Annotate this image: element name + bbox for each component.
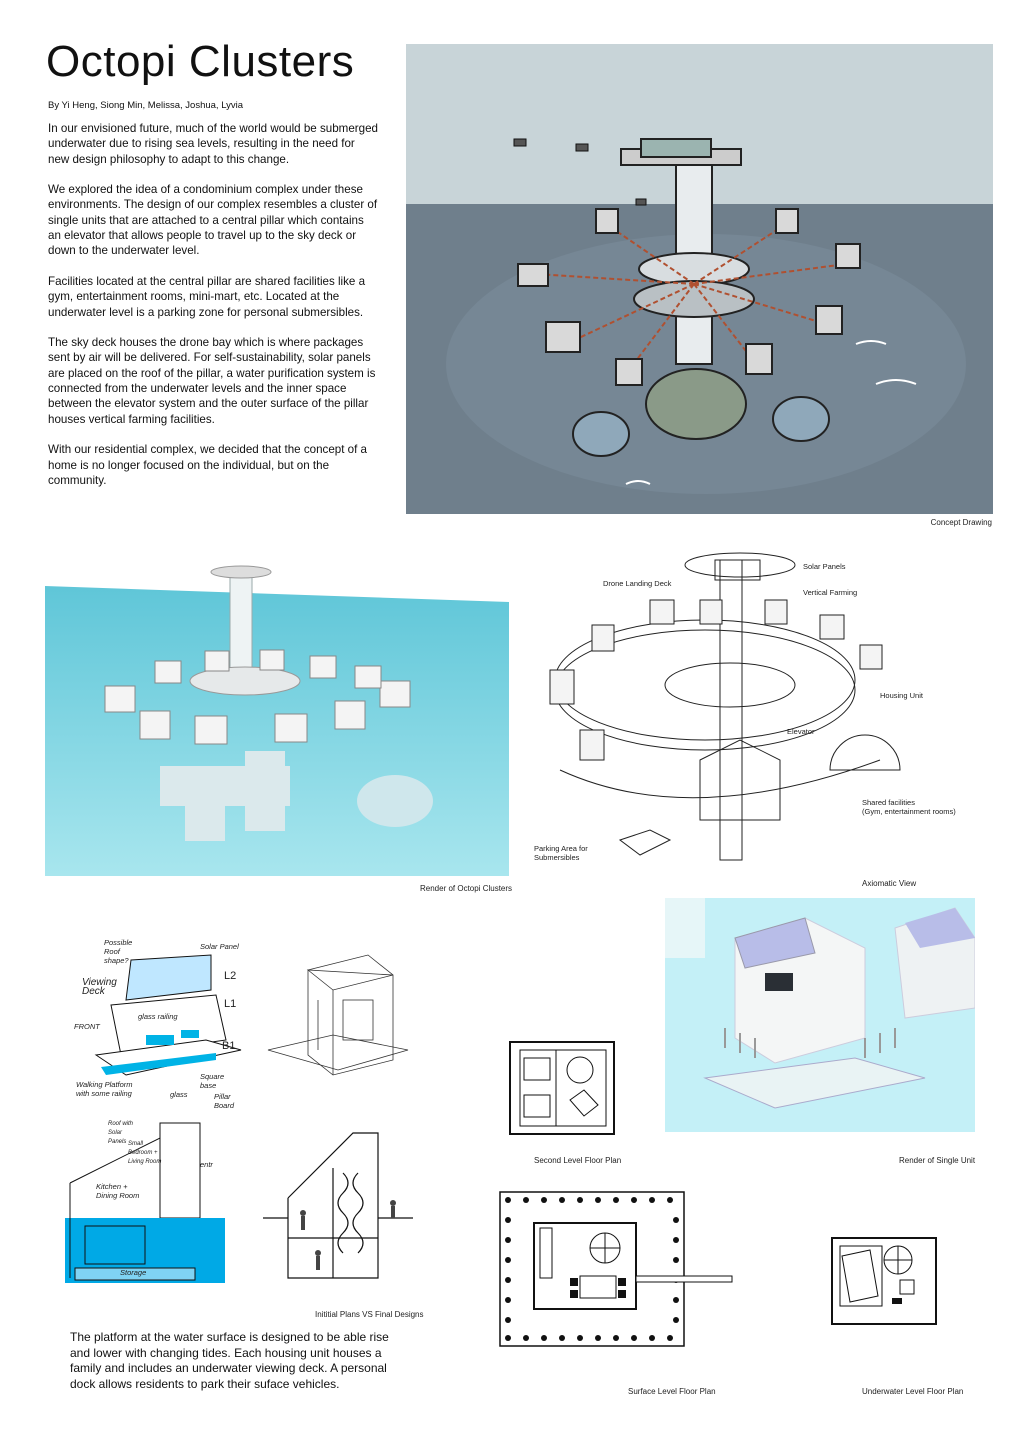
surface-level-plan <box>498 1190 738 1350</box>
note-kitchen: Kitchen + Dining Room <box>96 1182 140 1200</box>
caption-axo: Axiomatic View <box>862 879 917 888</box>
final-design-section <box>258 1128 418 1288</box>
note-l1: L1 <box>224 998 237 1010</box>
note-glass: glass <box>170 1090 188 1099</box>
caption-single-unit: Render of Single Unit <box>899 1156 976 1165</box>
label-parking: Parking Area for Submersibles <box>534 844 588 862</box>
single-unit-render <box>665 898 975 1132</box>
note-glass-railing: glass railing <box>138 1012 178 1021</box>
caption-concept: Concept Drawing <box>930 518 992 527</box>
platform-description: The platform at the water surface is designed to be able rise and lower with changing tides. Each housing unit houses a family and includes an underwater viewing deck. A personal dock allows residents to park their suface vehicles. <box>70 1330 389 1391</box>
caption-surface-level: Surface Level Floor Plan <box>628 1387 716 1396</box>
render-cluster <box>45 546 509 876</box>
note-entr: entr <box>200 1160 213 1169</box>
final-perspective-drawing <box>258 940 418 1090</box>
note-walking-platform: Walking Platform with some railing <box>76 1080 133 1098</box>
second-level-plan <box>508 1040 616 1136</box>
note-storage: Storage <box>120 1268 147 1277</box>
label-elevator: Elevator <box>787 727 815 736</box>
note-viewing-deck: Viewing Deck <box>82 977 117 997</box>
cluster-render-illustration <box>45 546 509 876</box>
underwater-level-plan <box>830 1236 938 1326</box>
label-housing-unit: Housing Unit <box>880 691 923 700</box>
note-possible-roof: Possible Roof shape? <box>104 938 133 965</box>
note-l2: L2 <box>224 970 237 982</box>
note-pillar-board: Pillar Board <box>214 1092 235 1110</box>
note-square-base: Square base <box>200 1072 225 1090</box>
intro-paragraph: With our residential complex, we decided that the concept of a home is no longer focused on the individual, but on the community. <box>48 443 368 487</box>
note-roof-solar: Roof with Solar Panels <box>108 1121 134 1145</box>
intro-paragraph: The sky deck houses the drone bay which is where packages sent by air will be delivered. For self-sustainability, solar panels are placed on the roof of the pillar, a water purification system is connected from the underwater levels and the inner space between the elevator system and the outer surface of the pillar houses vertical farming facilities. <box>48 336 376 426</box>
intro-paragraph: We explored the idea of a condominium complex under these environments. The design of our complex resembles a cluster of single units that are attached to a central pillar which contains an elevator that allows people to travel up to the sky deck or down to the underwater level. <box>48 183 378 258</box>
label-vertical-farming: Vertical Farming <box>803 588 858 597</box>
underwater-level-plan-drawing <box>830 1236 938 1326</box>
caption-second-level: Second Level Floor Plan <box>534 1156 622 1165</box>
label-drone-deck: Drone Landing Deck <box>603 579 672 588</box>
caption-underwater-level: Underwater Level Floor Plan <box>862 1387 964 1396</box>
axonometric-view <box>530 540 990 880</box>
note-small-bedroom: Small Bedroom + Living Room <box>128 1141 162 1165</box>
axonometric-drawing <box>530 540 990 880</box>
authors-line: By Yi Heng, Siong Min, Melissa, Joshua, Lyvia <box>48 100 244 111</box>
second-level-plan-drawing <box>508 1040 616 1136</box>
note-b1: B1 <box>222 1040 236 1052</box>
note-front: FRONT <box>74 1022 100 1031</box>
surface-level-plan-drawing <box>498 1190 738 1350</box>
label-solar-panels: Solar Panels <box>803 562 846 571</box>
note-solar-panel: Solar Panel <box>200 942 239 951</box>
caption-render: Render of Octopi Clusters <box>420 884 513 893</box>
final-design-perspective <box>258 940 418 1090</box>
concept-drawing <box>406 44 993 514</box>
intro-text <box>48 121 378 503</box>
single-unit-render-illustration <box>665 898 975 1132</box>
intro-paragraph: Facilities located at the central pillar are shared facilities like a gym, entertainment rooms, mini-mart, etc. Located at the underwater level is a parking zone for personal submersibles. <box>48 274 366 319</box>
final-section-drawing <box>258 1128 418 1288</box>
intro-paragraph: In our envisioned future, much of the world would be submerged underwater due to rising sea levels, resulting in the need for new design philosophy to adapt to this change. <box>48 122 378 166</box>
concept-drawing-illustration <box>406 44 993 514</box>
label-shared-facilities: Shared facilities (Gym, entertainment rooms) <box>862 798 956 816</box>
caption-initial-vs-final: Inititial Plans VS Final Designs <box>315 1310 424 1319</box>
page-title: Octopi Clusters <box>46 37 355 86</box>
